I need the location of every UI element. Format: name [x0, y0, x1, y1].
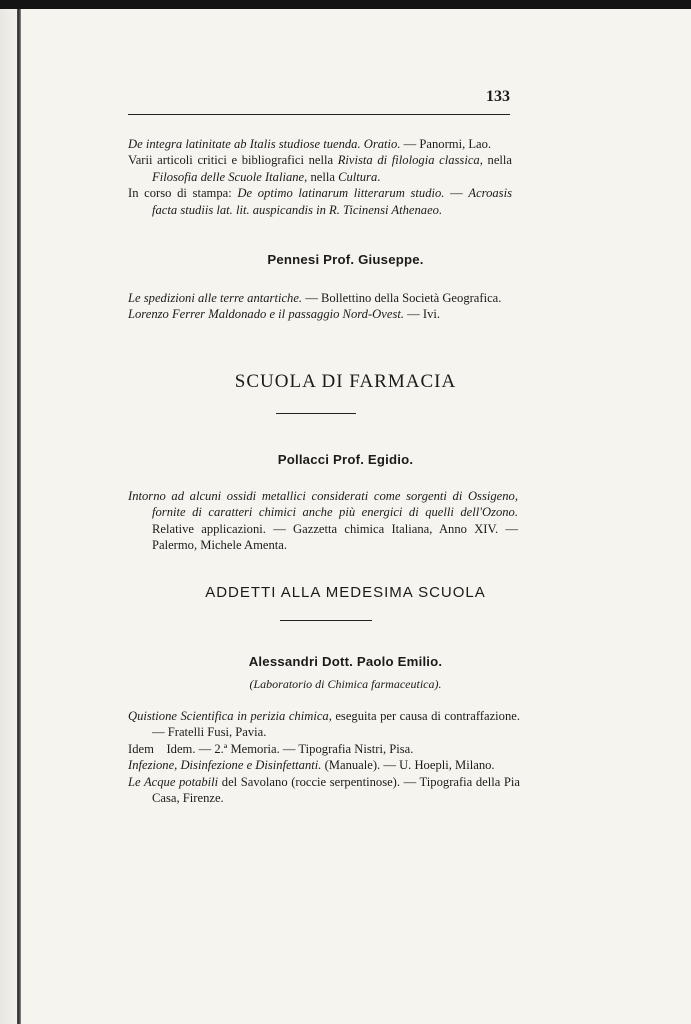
entry-details: del Savolano (roccie serpentinose). — Tipografia della Pia Casa, Firenze.	[152, 774, 521, 806]
section-rule	[276, 413, 356, 414]
entry-title: Rivista di filologia classica	[337, 153, 480, 168]
page-gutter	[0, 0, 17, 1024]
binding-edge	[17, 0, 21, 1024]
entry-details: (Manuale). — U. Hoepli, Milano.	[321, 758, 495, 773]
entry-text: Varii articoli critici e bibliografici nella	[128, 153, 338, 168]
entry-text: , nella	[304, 169, 339, 184]
bibliography-entry	[128, 136, 512, 152]
bibliography-entry	[128, 757, 520, 773]
entry-text: .	[377, 169, 381, 184]
entry-title: De optimo latinarum litterarum studio.	[237, 186, 445, 201]
entry-title: De integra latinitate ab Italis studiose tuenda. Oratio.	[128, 137, 401, 151]
entry-title: Le spedizioni alle terre antartiche.	[128, 291, 303, 305]
page-number: 133	[486, 88, 510, 105]
section-title-farmacia: SCUOLA DI FARMACIA	[234, 371, 457, 392]
author-heading-alessandri: Alessandri Dott. Paolo Emilio.	[248, 654, 443, 669]
entry-text: —	[444, 186, 469, 201]
bibliography-entry	[128, 708, 520, 741]
alessandri-bibliography	[128, 708, 520, 806]
bibliography-entry	[128, 290, 512, 306]
entry-details: — Ivi.	[404, 307, 441, 322]
entry-text: , nella	[479, 153, 512, 168]
bibliography-entry	[128, 152, 512, 185]
entry-title: Quistione Scientifica in perizia chimica,	[128, 709, 332, 723]
header-rule	[128, 114, 510, 115]
bibliography-entry	[128, 741, 520, 757]
entry-text: Idem Idem. — 2.ª Memoria. — Tipografia Nistri, Pisa.	[128, 741, 414, 756]
author-heading-pollacci: Pollacci Prof. Egidio.	[277, 452, 414, 467]
entry-title: Lorenzo Ferrer Maldonado e il passaggio Nord-Ovest.	[128, 307, 404, 322]
entry-details: — Panormi, Lao.	[400, 137, 492, 151]
entry-text: In corso di stampa:	[128, 186, 238, 201]
entry-title: Infezione, Disinfezione e Disinfettanti.	[128, 758, 322, 773]
entry-title: Intorno ad alcuni ossidi metallici considerati come sorgenti di Ossigeno, fornite di caratteri chimici anche più energici di quelli dell'Ozono.	[128, 489, 518, 520]
entry-details: — Bollettino della Società Geografica.	[302, 291, 502, 305]
entry-title: Filosofia delle Scuole Italiane	[152, 169, 305, 184]
section-title-addetti: ADDETTI ALLA MEDESIMA SCUOLA	[205, 584, 486, 601]
scan-top-border	[0, 0, 691, 9]
entry-details: eseguita per causa di contraffazione. — Fratelli Fusi, Pavia.	[152, 709, 521, 740]
bibliography-entry	[128, 488, 518, 554]
bibliography-entry	[128, 306, 512, 322]
bibliography-entry	[128, 185, 512, 218]
bibliography-continued	[128, 136, 512, 218]
section-rule	[280, 620, 372, 621]
entry-title: Acroasis facta studiis lat. lit. auspicandis in R. Ticinensi Athenaeo.	[152, 186, 512, 217]
entry-title: Le Acque potabili	[128, 774, 219, 789]
pollacci-bibliography	[128, 488, 518, 554]
pennesi-bibliography	[128, 290, 512, 323]
author-heading-pennesi: Pennesi Prof. Giuseppe.	[267, 252, 424, 267]
entry-title: Cultura	[338, 169, 378, 184]
author-affiliation: (Laboratorio di Chimica farmaceutica).	[249, 677, 442, 691]
bibliography-entry	[128, 774, 520, 807]
entry-details: Relative applicazioni. — Gazzetta chimica Italiana, Anno XIV. — Palermo, Michele Amenta.	[152, 521, 518, 553]
